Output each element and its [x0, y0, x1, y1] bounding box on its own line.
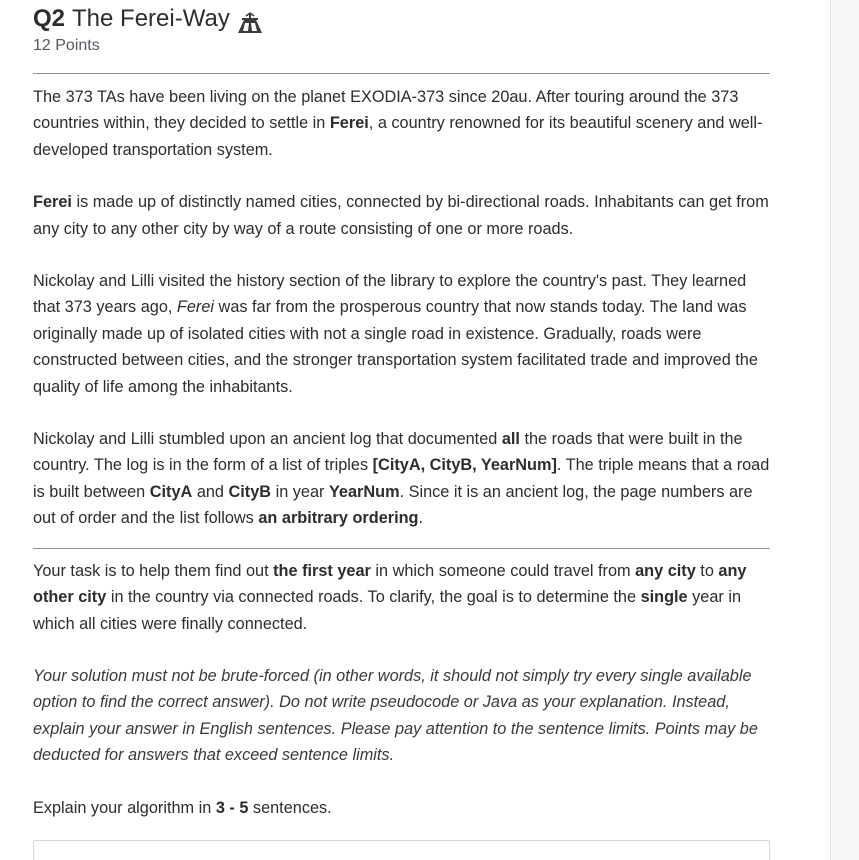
right-scroll-gutter: [830, 0, 859, 860]
divider: [33, 73, 770, 74]
paragraph-ancient-log: Nickolay and Lilli stumbled upon an ancient log that documented all the roads that were built in the country. The log is in the form of a list of triples [CityA, CityB, YearNum]. The triple means that a road is built between CityA and CityB in year YearNum. Since it is an ancient log, the page numbers are out of order and the list follows an arbitrary ordering.: [33, 430, 770, 528]
paragraph-ferei-description: Ferei is made up of distinctly named cities, connected by bi-directional roads. Inhabitants can get from any city to any other city by way of a route consisting of one or more roads.: [33, 193, 769, 238]
question-number: Q2: [33, 5, 66, 32]
question-points: 12 Points: [33, 37, 100, 54]
road-map-icon: [236, 12, 264, 34]
paragraph-intro: The 373 TAs have been living on the planet EXODIA-373 since 20au. After touring around the 373 countries within, they decided to settle in Ferei, a country renowned for its beautiful scenery and well-developed transportation system.: [33, 88, 763, 159]
paragraph-sentence-limit: Explain your algorithm in 3 - 5 sentences.: [33, 798, 332, 817]
question-content: [33, 0, 770, 821]
divider: [33, 548, 770, 549]
question-title: The Ferei-Way: [72, 5, 230, 32]
paragraph-instructions: Your solution must not be brute-forced (in other words, it should not simply try every single available option to find the correct answer). Do not write pseudocode or Java as your explanation. Instead, explain your answer in English sentences. Please pay attention to the sentence limits. Points may be deducted for answers that exceed sentence limits.: [33, 666, 758, 765]
paragraph-task: Your task is to help them find out the first year in which someone could travel from any city to any other city in the country via connected roads. To clarify, the goal is to determine the single year in which all cities were finally connected.: [33, 561, 747, 633]
paragraph-history: Nickolay and Lilli visited the history section of the library to explore the country's past. They learned that 373 years ago, Ferei was far from the prosperous country that now stands today. The land was originally made up of isolated cities with not a single road in existence. Gradually, roads were constructed between cities, and the stronger transportation system facilitated trade and improved the quality of life among the inhabitants.: [33, 272, 758, 396]
answer-textbox[interactable]: [33, 840, 770, 860]
question-header: [33, 2, 770, 36]
